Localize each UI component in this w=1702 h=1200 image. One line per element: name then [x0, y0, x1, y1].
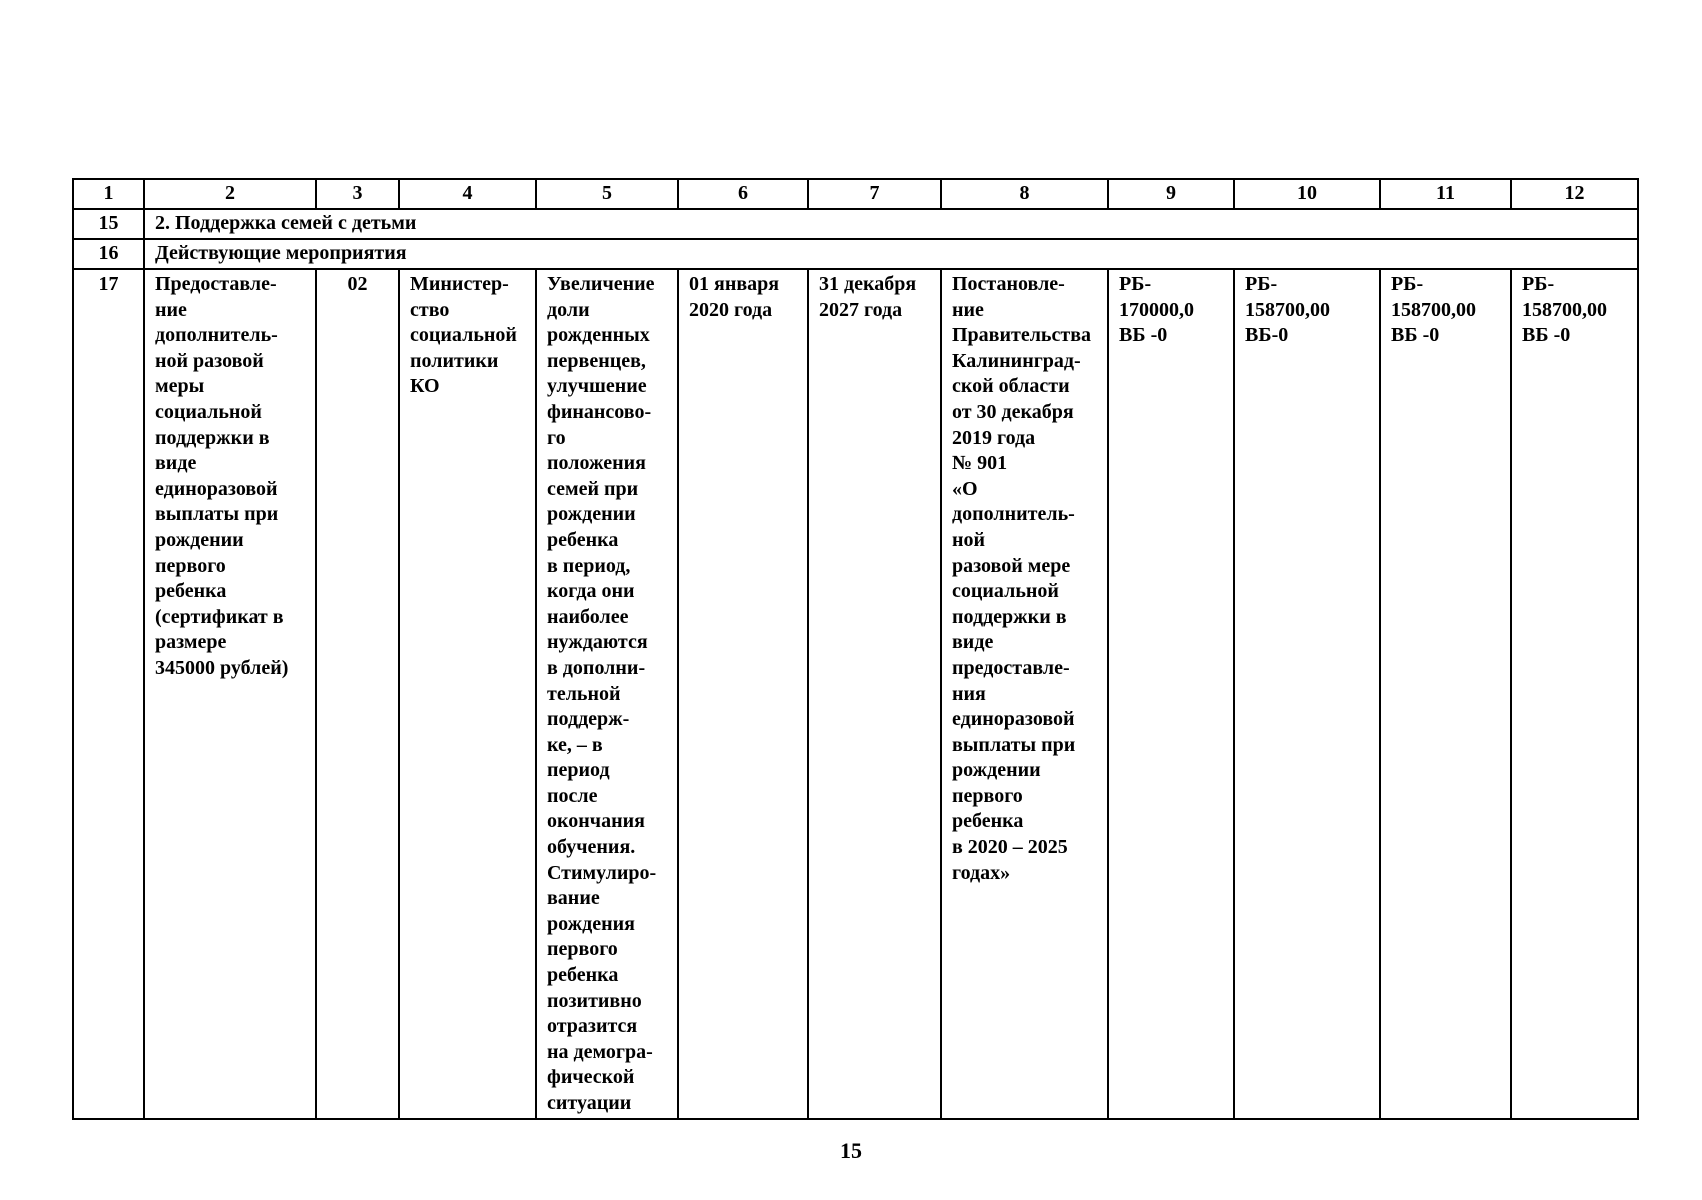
column-number-cell: 12	[1511, 179, 1638, 209]
column-number-cell: 8	[941, 179, 1108, 209]
table-row	[73, 269, 1638, 1119]
subsection-title: Действующие мероприятия	[144, 239, 1638, 269]
section-title: 2. Поддержка семей с детьми	[144, 209, 1638, 239]
subsection-row	[73, 239, 1638, 269]
funding-cell: РБ- 158700,00 ВБ -0	[1511, 269, 1638, 1119]
end-date-cell: 31 декабря 2027 года	[808, 269, 941, 1119]
column-number-cell: 1	[73, 179, 144, 209]
page-number: 15	[840, 1138, 862, 1163]
measures-table	[72, 178, 1639, 1120]
row-number: 15	[73, 209, 144, 239]
column-number-cell: 10	[1234, 179, 1380, 209]
column-number-cell: 7	[808, 179, 941, 209]
section-row	[73, 209, 1638, 239]
expected-result-cell: Увеличение доли рожденных первенцев, улучшение финансово- го положения семей при рождении ребенка в период, когда они наиболее нуждаются в дополни- тельной поддерж- ке, – в период после окончания обучения. Стимулиро- вание рождения первого ребенка позитивно отразится на демогра- фической ситуации	[536, 269, 678, 1119]
start-date-cell: 01 января 2020 года	[678, 269, 808, 1119]
column-number-cell: 3	[316, 179, 399, 209]
measure-name-cell: Предоставле- ние дополнитель- ной разовой меры социальной поддержки в виде единоразовой выплаты при рождении первого ребенка (сертификат в размере 345000 рублей)	[144, 269, 316, 1119]
column-number-cell: 11	[1380, 179, 1511, 209]
column-number-row	[73, 179, 1638, 209]
funding-cell: РБ- 170000,0 ВБ -0	[1108, 269, 1234, 1119]
column-number-cell: 6	[678, 179, 808, 209]
code-cell: 02	[316, 269, 399, 1119]
funding-cell: РБ- 158700,00 ВБ -0	[1380, 269, 1511, 1119]
funding-cell: РБ- 158700,00 ВБ-0	[1234, 269, 1380, 1119]
legal-act-cell: Постановле- ние Правительства Калининград- ской области от 30 декабря 2019 года № 901 «О дополнитель- ной разовой мере социальной поддержки в виде предоставле- ния единоразовой выплаты при рождении первого ребенка в 2020 – 2025 годах»	[941, 269, 1108, 1119]
responsible-cell: Министер- ство социальной политики КО	[399, 269, 536, 1119]
column-number-cell: 4	[399, 179, 536, 209]
row-number: 17	[73, 269, 144, 1119]
column-number-cell: 5	[536, 179, 678, 209]
column-number-cell: 2	[144, 179, 316, 209]
column-number-cell: 9	[1108, 179, 1234, 209]
row-number: 16	[73, 239, 144, 269]
